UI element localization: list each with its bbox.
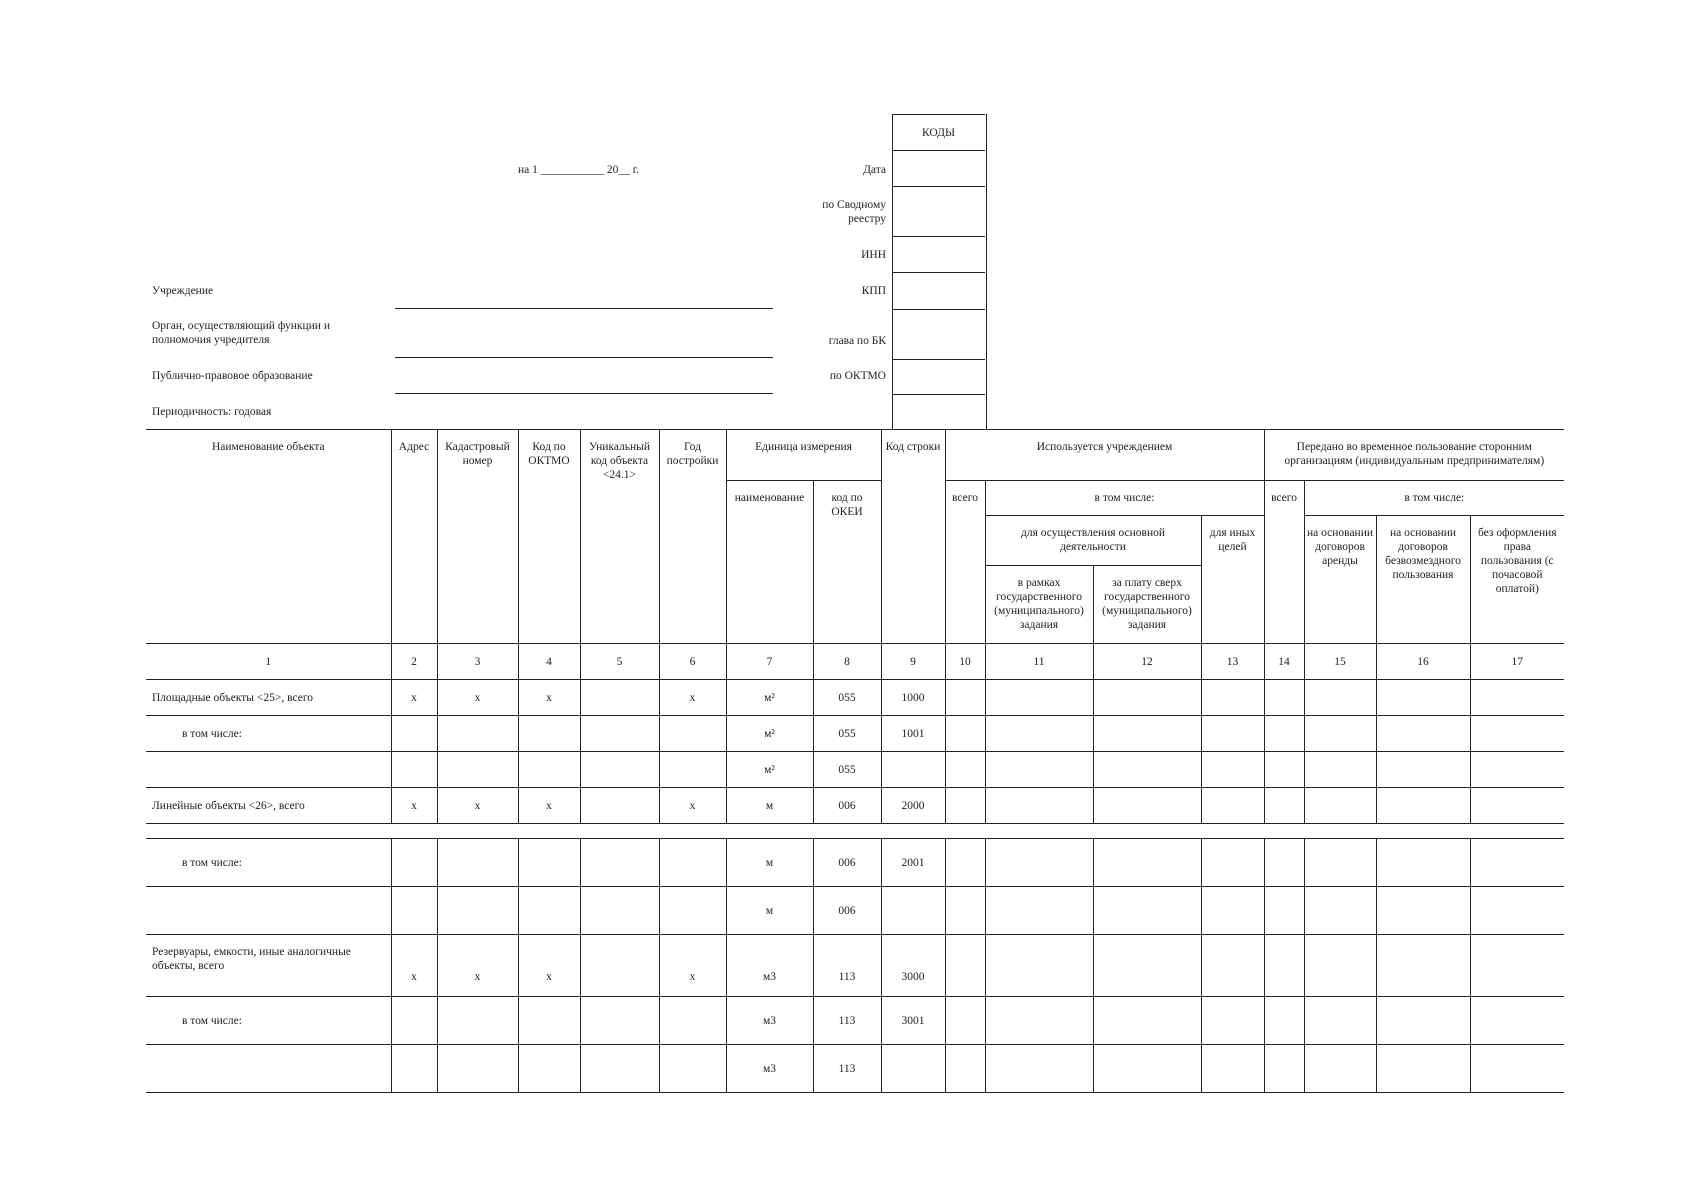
cell-unit-name: м² xyxy=(726,680,813,716)
cell-col-15[interactable] xyxy=(1304,935,1376,997)
cell-year xyxy=(659,716,726,752)
cell-oktmo xyxy=(518,839,580,887)
cell-col-15[interactable] xyxy=(1304,788,1376,824)
th-transferred-incl: в том числе: xyxy=(1304,481,1564,516)
code-cell-kpp[interactable] xyxy=(892,272,985,309)
table-row xyxy=(146,680,1564,716)
cell-year xyxy=(659,997,726,1045)
cell-col-13[interactable] xyxy=(1201,935,1264,997)
cell-col-16[interactable] xyxy=(1376,887,1470,935)
cell-col-11[interactable] xyxy=(985,680,1093,716)
th-used-total: всего xyxy=(945,481,985,644)
cell-unique-code[interactable] xyxy=(580,1045,659,1093)
cell-col-17[interactable] xyxy=(1470,788,1564,824)
cell-object-name: Площадные объекты <25>, всего xyxy=(146,680,391,716)
cell-col-17[interactable] xyxy=(1470,997,1564,1045)
col-num: 6 xyxy=(659,644,726,680)
cell-okei: 113 xyxy=(813,997,881,1045)
cell-col-17[interactable] xyxy=(1470,752,1564,788)
cell-col-11[interactable] xyxy=(985,1045,1093,1093)
cell-unique-code[interactable] xyxy=(580,680,659,716)
cell-unit-name: м² xyxy=(726,716,813,752)
th-rent: на основании договоров аренды xyxy=(1304,516,1376,644)
cell-year xyxy=(659,887,726,935)
col-num: 15 xyxy=(1304,644,1376,680)
cell-unique-code[interactable] xyxy=(580,716,659,752)
cell-year: x xyxy=(659,680,726,716)
cell-col-14[interactable] xyxy=(1264,752,1304,788)
cell-row-code: 2001 xyxy=(881,839,945,887)
table-row xyxy=(146,887,1564,935)
label-svodny-1: по Сводному xyxy=(822,199,886,211)
cell-unique-code[interactable] xyxy=(580,788,659,824)
cell-okei: 055 xyxy=(813,716,881,752)
th-used-incl: в том числе: xyxy=(985,481,1264,516)
th-object-name: Наименование объекта xyxy=(146,430,391,644)
table-row xyxy=(146,716,1564,752)
cell-oktmo xyxy=(518,887,580,935)
th-state-task: в рамках государственного (муниципального) задания xyxy=(985,566,1093,644)
th-address: Адрес xyxy=(391,430,437,644)
col-num: 1 xyxy=(146,644,391,680)
cell-unique-code[interactable] xyxy=(580,887,659,935)
cell-oktmo: x xyxy=(518,680,580,716)
cell-col-11[interactable] xyxy=(985,839,1093,887)
cell-col-11[interactable] xyxy=(985,935,1093,997)
cell-address: x xyxy=(391,788,437,824)
cell-okei: 055 xyxy=(813,752,881,788)
codes-title: КОДЫ xyxy=(922,127,955,139)
cell-address: x xyxy=(391,935,437,997)
label-organ-1: Орган, осуществляющий функции и xyxy=(152,320,330,332)
cell-cadastral xyxy=(437,752,518,788)
cell-col-10[interactable] xyxy=(945,935,985,997)
cell-col-14[interactable] xyxy=(1264,887,1304,935)
cell-address xyxy=(391,716,437,752)
code-cell-periodicity[interactable] xyxy=(892,394,985,429)
label-kpp: КПП xyxy=(861,285,886,297)
cell-cadastral xyxy=(437,716,518,752)
property-table-bottom xyxy=(146,838,1564,1093)
cell-object-name xyxy=(146,1045,391,1093)
th-row-code: Код строки xyxy=(881,430,945,644)
table-row xyxy=(146,839,1564,887)
cell-cadastral xyxy=(437,1045,518,1093)
cell-okei: 006 xyxy=(813,887,881,935)
cell-col-16[interactable] xyxy=(1376,680,1470,716)
label-svodny-2: реестру xyxy=(848,213,886,225)
cell-col-10[interactable] xyxy=(945,997,985,1045)
col-num: 9 xyxy=(881,644,945,680)
label-date: Дата xyxy=(863,164,886,176)
cell-col-15[interactable] xyxy=(1304,752,1376,788)
cell-row-code: 1001 xyxy=(881,716,945,752)
cell-year: x xyxy=(659,788,726,824)
cell-object-name: в том числе: xyxy=(146,997,391,1045)
cell-col-16[interactable] xyxy=(1376,716,1470,752)
cell-col-16[interactable] xyxy=(1376,788,1470,824)
cell-year xyxy=(659,839,726,887)
cell-col-12[interactable] xyxy=(1093,788,1201,824)
property-table-top xyxy=(146,429,1564,824)
cell-oktmo: x xyxy=(518,935,580,997)
label-institution: Учреждение xyxy=(152,285,214,297)
cell-col-11[interactable] xyxy=(985,716,1093,752)
cell-okei: 113 xyxy=(813,935,881,997)
cell-col-10[interactable] xyxy=(945,788,985,824)
cell-cadastral: x xyxy=(437,680,518,716)
th-transferred: Передано во временное пользование сторонним организациям (индивидуальным предпринимателям) xyxy=(1264,430,1564,481)
cell-col-13[interactable] xyxy=(1201,680,1264,716)
cell-unit-name: м3 xyxy=(726,935,813,997)
th-used-by-institution: Используется учреждением xyxy=(945,430,1264,481)
th-unit-okei: код по ОКЕИ xyxy=(813,481,881,644)
cell-cadastral: x xyxy=(437,935,518,997)
cell-cadastral xyxy=(437,997,518,1045)
cell-unique-code[interactable] xyxy=(580,752,659,788)
th-year: Год постройки xyxy=(659,430,726,644)
label-inn: ИНН xyxy=(861,249,886,261)
col-num: 17 xyxy=(1470,644,1564,680)
cell-col-10[interactable] xyxy=(945,839,985,887)
cell-object-name xyxy=(146,887,391,935)
cell-col-16[interactable] xyxy=(1376,839,1470,887)
cell-okei: 113 xyxy=(813,1045,881,1093)
cell-col-10[interactable] xyxy=(945,752,985,788)
cell-col-15[interactable] xyxy=(1304,716,1376,752)
cell-unique-code[interactable] xyxy=(580,997,659,1045)
cell-col-17[interactable] xyxy=(1470,839,1564,887)
column-numbers-row xyxy=(146,644,1564,680)
cell-col-13[interactable] xyxy=(1201,752,1264,788)
cell-col-12[interactable] xyxy=(1093,887,1201,935)
cell-col-14[interactable] xyxy=(1264,788,1304,824)
cell-row-code: 2000 xyxy=(881,788,945,824)
cell-year: x xyxy=(659,935,726,997)
col-num: 12 xyxy=(1093,644,1201,680)
col-num: 5 xyxy=(580,644,659,680)
cell-oktmo: x xyxy=(518,788,580,824)
cell-row-code: 3001 xyxy=(881,997,945,1045)
cell-unit-name: м xyxy=(726,788,813,824)
cell-row-code xyxy=(881,752,945,788)
cell-col-13[interactable] xyxy=(1201,788,1264,824)
cell-col-11[interactable] xyxy=(985,887,1093,935)
cell-col-17[interactable] xyxy=(1470,716,1564,752)
th-unique-code: Уникальный код объекта <24.1> xyxy=(580,430,659,644)
cell-object-name: в том числе: xyxy=(146,839,391,887)
col-num: 4 xyxy=(518,644,580,680)
code-cell-svodny[interactable] xyxy=(892,186,985,236)
public-entity-field[interactable] xyxy=(395,393,773,394)
cell-oktmo xyxy=(518,716,580,752)
cell-col-16[interactable] xyxy=(1376,752,1470,788)
cell-unique-code[interactable] xyxy=(580,935,659,997)
cell-address xyxy=(391,1045,437,1093)
cell-row-code xyxy=(881,887,945,935)
cell-col-14[interactable] xyxy=(1264,997,1304,1045)
col-num: 14 xyxy=(1264,644,1304,680)
cell-col-14[interactable] xyxy=(1264,716,1304,752)
code-cell-oktmo[interactable] xyxy=(892,359,985,394)
cell-okei: 006 xyxy=(813,788,881,824)
th-transferred-total: всего xyxy=(1264,481,1304,644)
th-main-activity: для осуществления основной деятельности xyxy=(985,516,1201,566)
cell-address xyxy=(391,752,437,788)
cell-object-name: Линейные объекты <26>, всего xyxy=(146,788,391,824)
cell-col-13[interactable] xyxy=(1201,716,1264,752)
table-row xyxy=(146,752,1564,788)
cell-unit-name: м3 xyxy=(726,1045,813,1093)
cell-col-13[interactable] xyxy=(1201,887,1264,935)
cell-object-name xyxy=(146,752,391,788)
cell-col-10[interactable] xyxy=(945,716,985,752)
cell-col-14[interactable] xyxy=(1264,935,1304,997)
code-cell-inn[interactable] xyxy=(892,236,985,272)
cell-row-code: 1000 xyxy=(881,680,945,716)
report-date-line: на 1 ___________ 20__ г. xyxy=(518,164,640,176)
cell-col-16[interactable] xyxy=(1376,997,1470,1045)
cell-col-13[interactable] xyxy=(1201,839,1264,887)
cell-col-15[interactable] xyxy=(1304,839,1376,887)
cell-unique-code[interactable] xyxy=(580,839,659,887)
cell-oktmo xyxy=(518,997,580,1045)
cell-col-14[interactable] xyxy=(1264,839,1304,887)
label-glava: глава по БК xyxy=(828,335,886,347)
th-oktmo: Код по ОКТМО xyxy=(518,430,580,644)
cell-col-16[interactable] xyxy=(1376,1045,1470,1093)
col-num: 16 xyxy=(1376,644,1470,680)
col-num: 7 xyxy=(726,644,813,680)
cell-col-15[interactable] xyxy=(1304,680,1376,716)
col-num: 2 xyxy=(391,644,437,680)
th-cadastral: Кадастровый номер xyxy=(437,430,518,644)
cell-address xyxy=(391,997,437,1045)
cell-cadastral xyxy=(437,887,518,935)
col-num: 10 xyxy=(945,644,985,680)
label-public-entity: Публично-правовое образование xyxy=(152,370,313,382)
institution-field[interactable] xyxy=(395,308,773,309)
cell-col-17[interactable] xyxy=(1470,887,1564,935)
table-row xyxy=(146,935,1564,997)
th-hourly: без оформления права пользования (с почасовой оплатой) xyxy=(1470,516,1564,644)
col-num: 8 xyxy=(813,644,881,680)
cell-col-12[interactable] xyxy=(1093,1045,1201,1093)
cell-col-12[interactable] xyxy=(1093,680,1201,716)
cell-unit-name: м xyxy=(726,887,813,935)
cell-unit-name: м3 xyxy=(726,997,813,1045)
cell-col-14[interactable] xyxy=(1264,1045,1304,1093)
cell-address xyxy=(391,887,437,935)
code-cell-glava[interactable] xyxy=(892,309,985,359)
cell-cadastral: x xyxy=(437,788,518,824)
cell-col-10[interactable] xyxy=(945,887,985,935)
cell-address: x xyxy=(391,680,437,716)
cell-object-name: Резервуары, емкости, иные аналогичные объекты, всего xyxy=(146,935,391,997)
cell-year xyxy=(659,752,726,788)
table-row xyxy=(146,997,1564,1045)
th-free-use: на основании договоров безвозмездного пользования xyxy=(1376,516,1470,644)
code-cell-date[interactable] xyxy=(892,150,985,186)
cell-col-11[interactable] xyxy=(985,752,1093,788)
cell-okei: 006 xyxy=(813,839,881,887)
cell-col-11[interactable] xyxy=(985,997,1093,1045)
cell-col-15[interactable] xyxy=(1304,887,1376,935)
cell-year xyxy=(659,1045,726,1093)
cell-col-12[interactable] xyxy=(1093,752,1201,788)
th-other-goals: для иных целей xyxy=(1201,516,1264,644)
cell-object-name: в том числе: xyxy=(146,716,391,752)
col-num: 13 xyxy=(1201,644,1264,680)
cell-col-12[interactable] xyxy=(1093,716,1201,752)
label-oktmo: по ОКТМО xyxy=(829,370,886,382)
col-num: 3 xyxy=(437,644,518,680)
label-organ-2: полномочия учредителя xyxy=(152,334,270,346)
cell-cadastral xyxy=(437,839,518,887)
cell-col-16[interactable] xyxy=(1376,935,1470,997)
th-unit: Единица измерения xyxy=(726,430,881,481)
col-num: 11 xyxy=(985,644,1093,680)
table-row xyxy=(146,1045,1564,1093)
cell-row-code xyxy=(881,1045,945,1093)
cell-col-17[interactable] xyxy=(1470,1045,1564,1093)
table-row xyxy=(146,788,1564,824)
label-periodicity: Периодичность: годовая xyxy=(152,406,272,418)
cell-col-12[interactable] xyxy=(1093,997,1201,1045)
cell-unit-name: м xyxy=(726,839,813,887)
cell-col-10[interactable] xyxy=(945,1045,985,1093)
cell-col-13[interactable] xyxy=(1201,1045,1264,1093)
cell-oktmo xyxy=(518,1045,580,1093)
cell-col-17[interactable] xyxy=(1470,680,1564,716)
cell-col-13[interactable] xyxy=(1201,997,1264,1045)
th-unit-name: наименование xyxy=(726,481,813,644)
cell-okei: 055 xyxy=(813,680,881,716)
organ-field[interactable] xyxy=(395,357,773,358)
cell-row-code: 3000 xyxy=(881,935,945,997)
cell-col-11[interactable] xyxy=(985,788,1093,824)
cell-col-17[interactable] xyxy=(1470,935,1564,997)
th-paid-over: за плату сверх государственного (муниципального) задания xyxy=(1093,566,1201,644)
cell-col-12[interactable] xyxy=(1093,839,1201,887)
cell-address xyxy=(391,839,437,887)
cell-col-12[interactable] xyxy=(1093,935,1201,997)
cell-col-14[interactable] xyxy=(1264,680,1304,716)
cell-col-15[interactable] xyxy=(1304,997,1376,1045)
cell-unit-name: м² xyxy=(726,752,813,788)
cell-col-15[interactable] xyxy=(1304,1045,1376,1093)
cell-col-10[interactable] xyxy=(945,680,985,716)
cell-oktmo xyxy=(518,752,580,788)
